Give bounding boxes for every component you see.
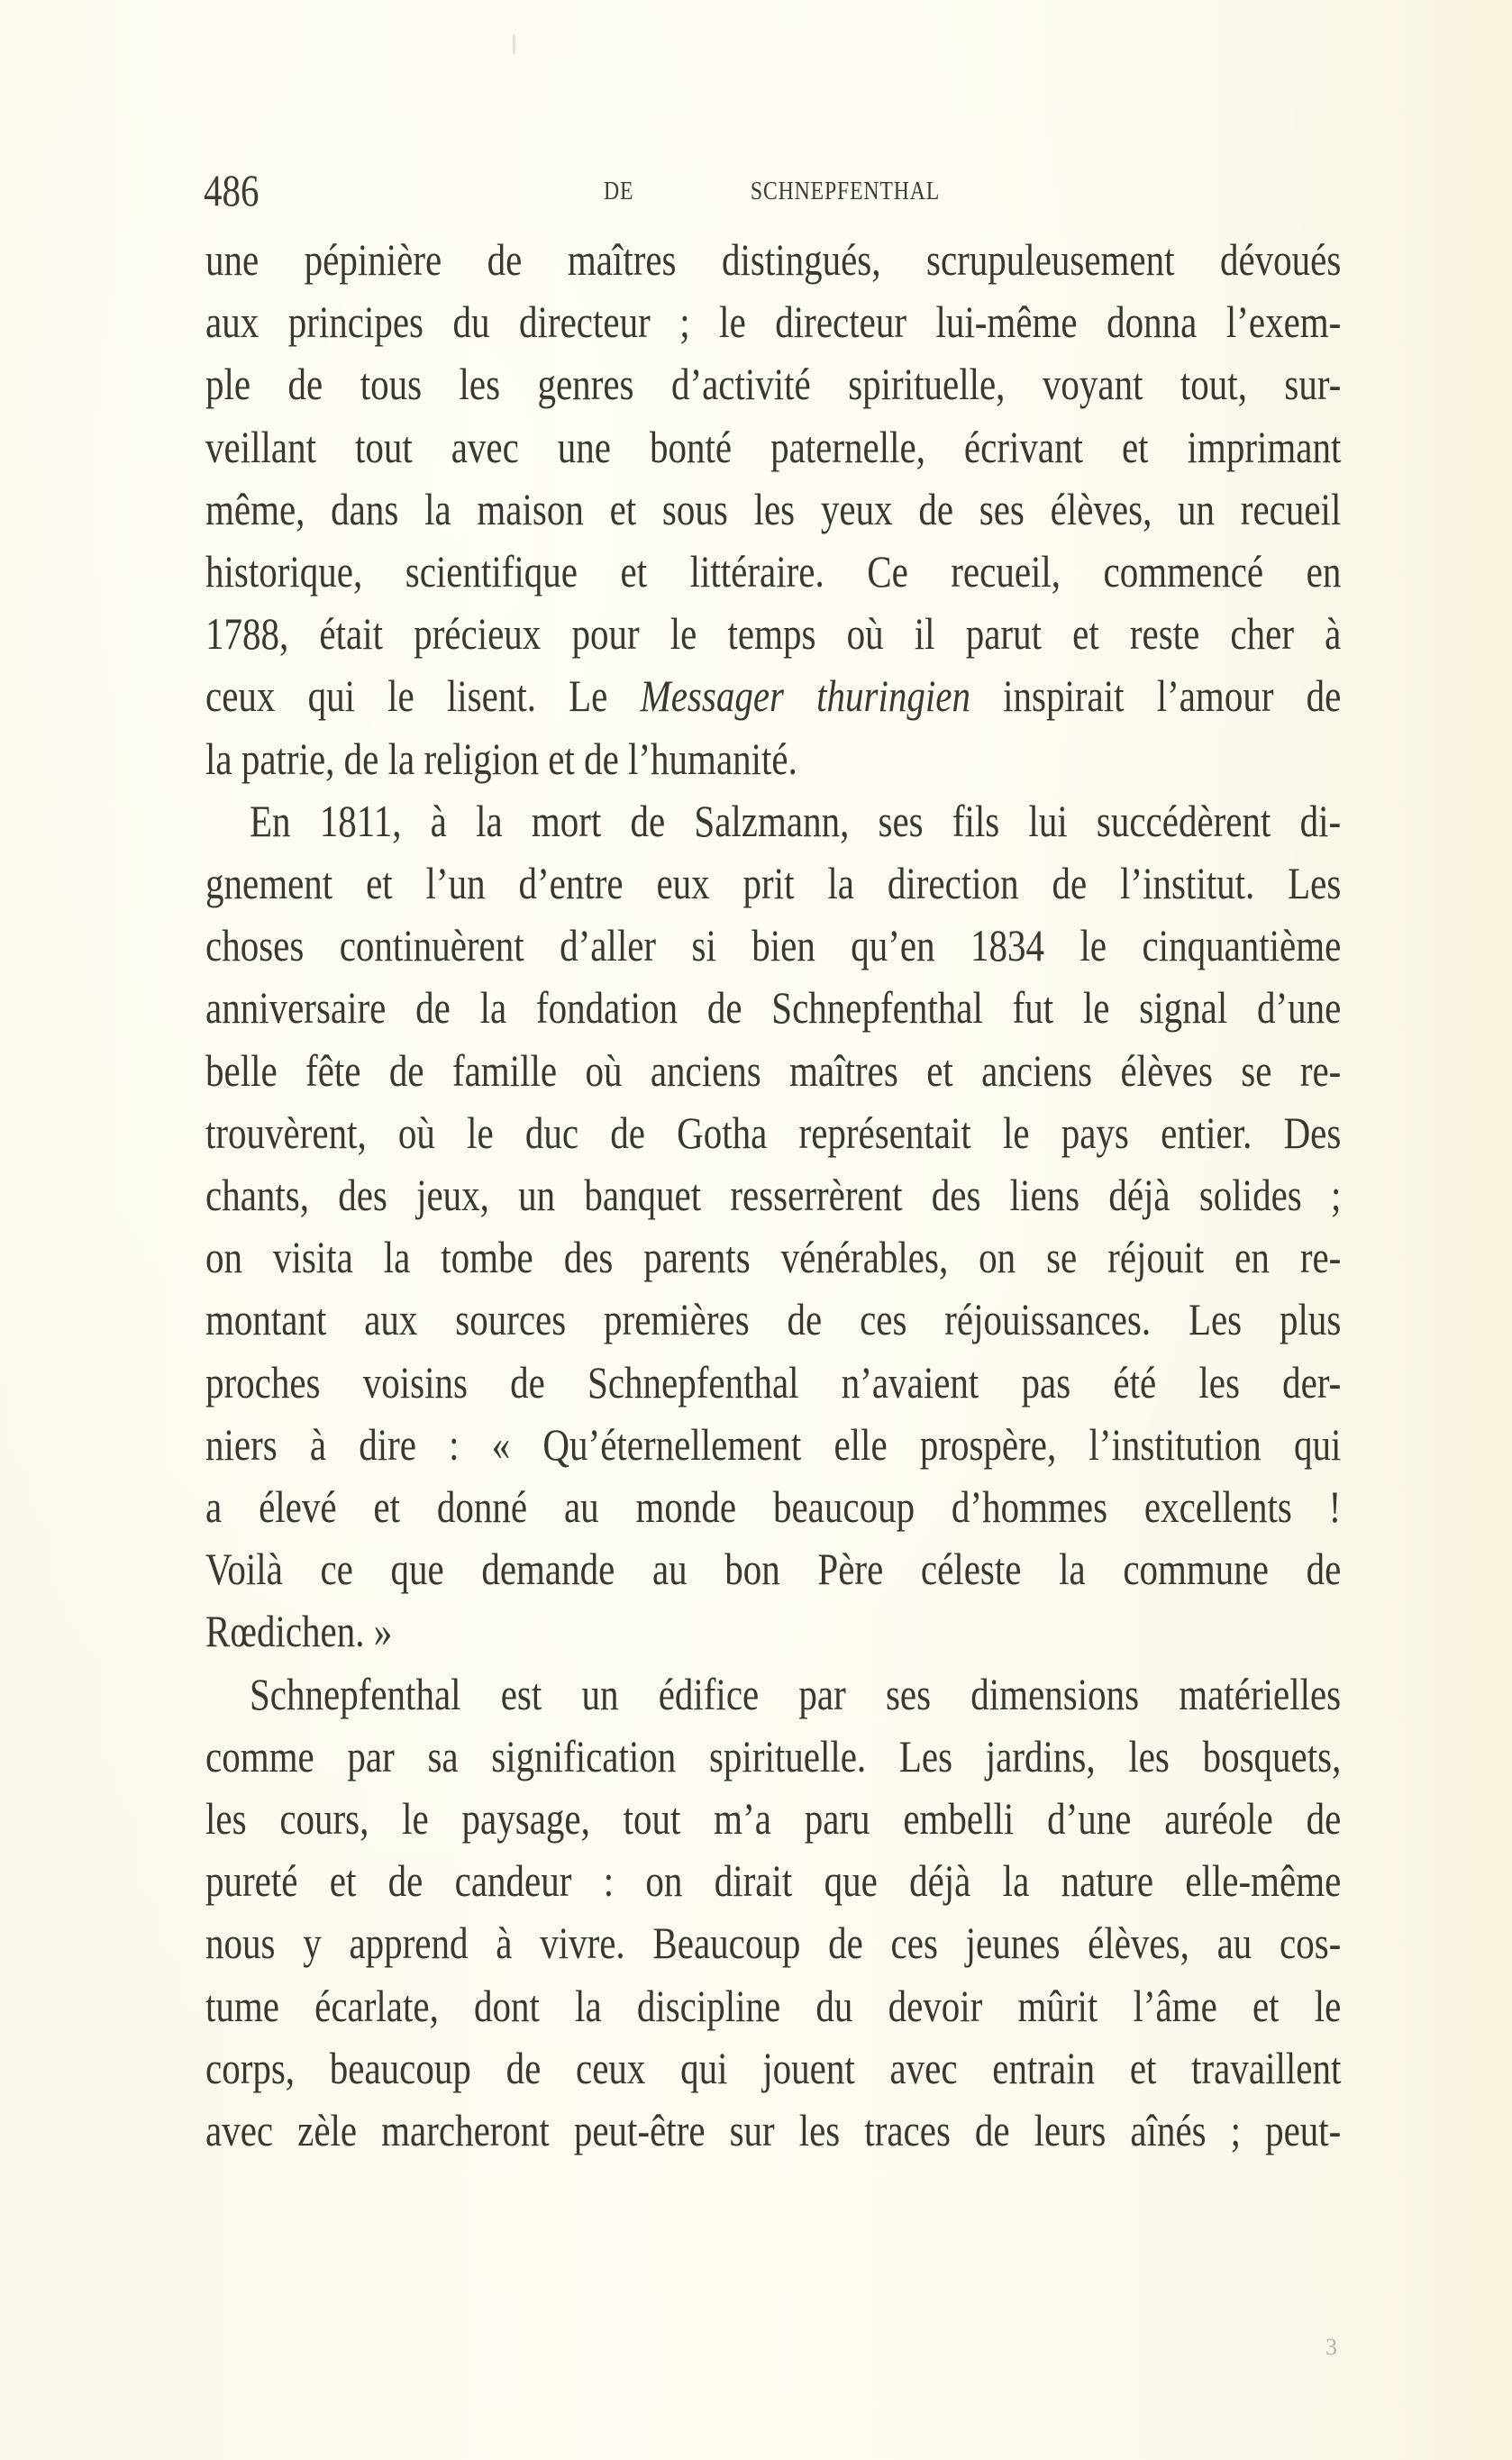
text-line: gnement et l’un d’entre eux prit la direction de l’institut. Les xyxy=(205,858,1342,908)
paragraph-start-line: Schnepfenthal est un édifice par ses dimensions matérielles xyxy=(250,1669,1342,1719)
paragraph-end-line: la patrie, de la religion et de l’humanité. xyxy=(205,733,797,784)
text-line: avec zèle marcheront peut-être sur les traces de leurs aînés ; peut- xyxy=(205,2105,1342,2155)
italic-title: Messager thuringien xyxy=(640,670,970,721)
text-line: montant aux sources premières de ces réjouissances. Les plus xyxy=(205,1294,1342,1344)
text-line: ceux qui le lisent. Le Messager thuringien inspirait l’amour de xyxy=(205,670,1342,721)
text-line: aux principes du directeur ; le directeur lui-même donna l’exem- xyxy=(205,296,1342,347)
text-line: corps, beaucoup de ceux qui jouent avec entrain et travaillent xyxy=(205,2043,1342,2093)
text-line: choses continuèrent d’aller si bien qu’en 1834 le cinquantième xyxy=(205,920,1342,970)
signature-mark: 3 xyxy=(1325,2334,1337,2360)
text-line: chants, des jeux, un banquet resserrèrent des liens déjà solides ; xyxy=(205,1170,1342,1220)
text-line: historique, scientifique et littéraire. Ce recueil, commencé en xyxy=(205,546,1342,597)
text-line: proches voisins de Schnepfenthal n’avaient pas été les der- xyxy=(205,1357,1342,1408)
paper-stain xyxy=(513,34,515,54)
page-number: 486 xyxy=(204,165,260,215)
text-line: pureté et de candeur : on dirait que déjà la nature elle-même xyxy=(205,1855,1342,1906)
text-line: niers à dire : « Qu’éternellement elle prospère, l’institution qui xyxy=(205,1419,1342,1470)
paragraph-end-line: Rœdichen. » xyxy=(205,1606,393,1656)
text-line: anniversaire de la fondation de Schnepfenthal fut le signal d’une xyxy=(205,982,1342,1033)
text-line: Voilà ce que demande au bon Père céleste la commune de xyxy=(205,1544,1342,1594)
text-line: a élevé et donné au monde beaucoup d’hommes excellents ! xyxy=(205,1481,1342,1532)
text-line: même, dans la maison et sous les yeux de ses élèves, un recueil xyxy=(205,484,1342,534)
text-line: belle fête de famille où anciens maîtres et anciens élèves se re- xyxy=(205,1045,1342,1096)
text-line: trouvèrent, où le duc de Gotha représentait le pays entier. Des xyxy=(205,1107,1342,1158)
text-line: 1788, était précieux pour le temps où il parut et reste cher à xyxy=(205,608,1342,659)
text-line: ple de tous les genres d’activité spirituelle, voyant tout, sur- xyxy=(205,359,1342,409)
paragraph-start-line: En 1811, à la mort de Salzmann, ses fils lui succédèrent di- xyxy=(250,796,1342,846)
text-line: on visita la tombe des parents vénérables, on se réjouit en re- xyxy=(205,1232,1342,1282)
text-line: les cours, le paysage, tout m’a paru embelli d’une auréole de xyxy=(205,1793,1342,1844)
text-line: tume écarlate, dont la discipline du devoir mûrit l’âme et le xyxy=(205,1981,1342,2031)
running-head: DE SCHNEPFENTHAL xyxy=(604,177,941,205)
text-line: comme par sa signification spirituelle. Les jardins, les bosquets, xyxy=(205,1731,1342,1781)
text-line: nous y apprend à vivre. Beaucoup de ces jeunes élèves, au cos- xyxy=(205,1918,1342,1968)
text-line: veillant tout avec une bonté paternelle, écrivant et imprimant xyxy=(205,422,1342,472)
text-line: une pépinière de maîtres distingués, scrupuleusement dévoués xyxy=(205,234,1342,285)
